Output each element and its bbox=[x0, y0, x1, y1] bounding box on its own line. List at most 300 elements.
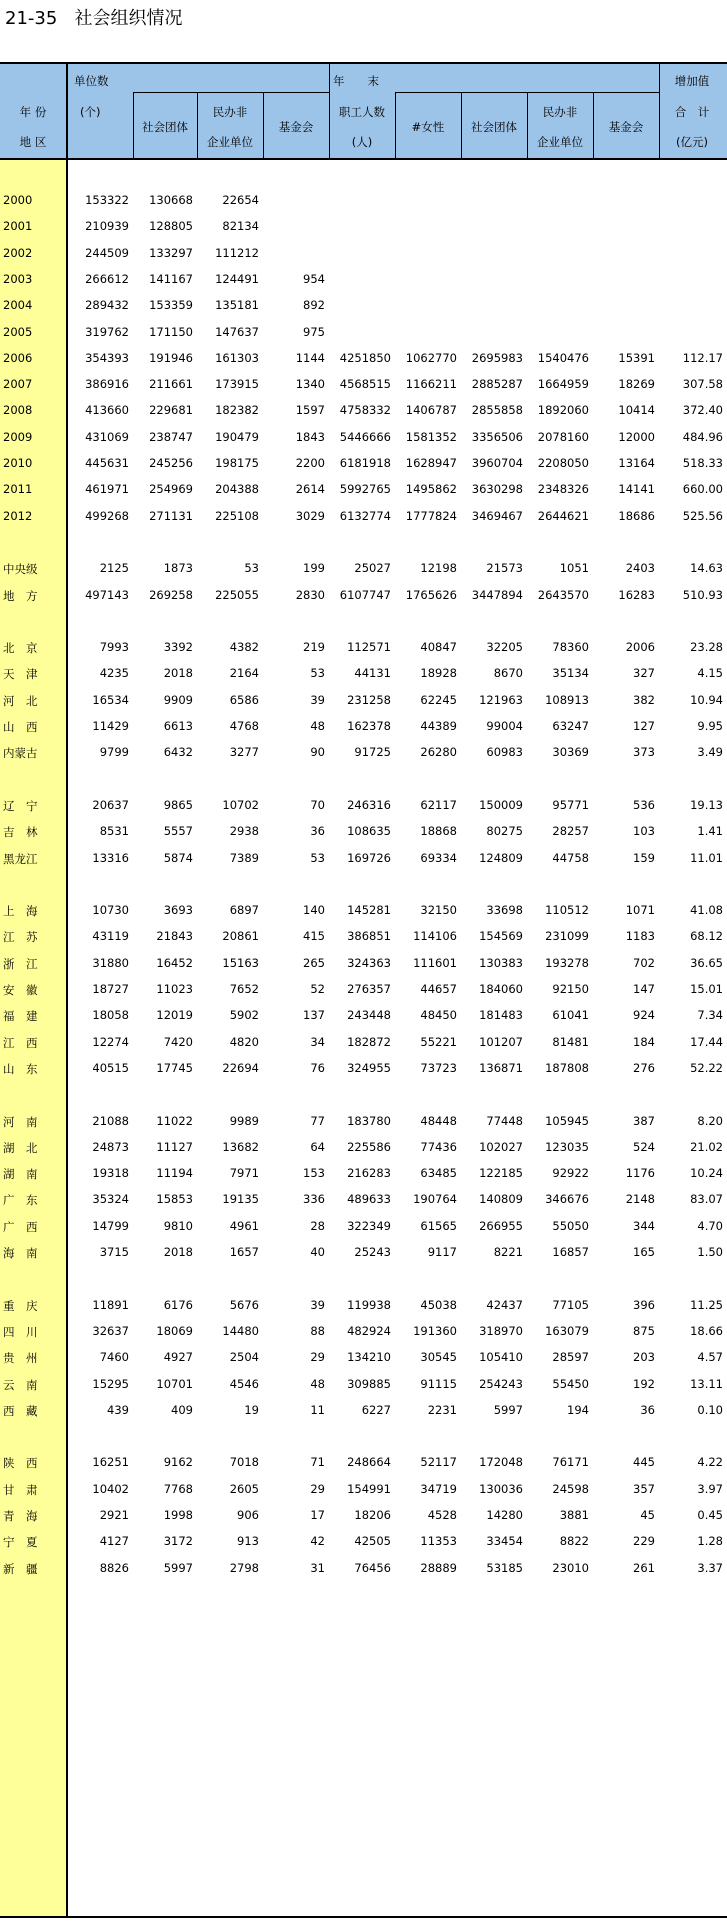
cell-staff: 322349 bbox=[347, 1218, 391, 1233]
row-label: 广 东 bbox=[3, 1193, 38, 1208]
cell-pne-staff: 95771 bbox=[552, 797, 589, 812]
header-staff-unit: (人) bbox=[351, 135, 373, 149]
row-label: 陕 西 bbox=[3, 1456, 38, 1471]
row-label: 2010 bbox=[3, 456, 33, 470]
cell-private-nonenterprise: 124491 bbox=[215, 271, 259, 286]
cell-female: 1062770 bbox=[405, 350, 457, 365]
cell-unit-count: 445631 bbox=[85, 456, 129, 470]
cell-social-groups: 254969 bbox=[149, 482, 193, 497]
cell-foundations: 28 bbox=[310, 1218, 325, 1233]
cell-female: 44657 bbox=[420, 982, 457, 996]
cell-pne-staff: 193278 bbox=[545, 955, 589, 970]
header-col-rule bbox=[527, 92, 528, 159]
cell-fdn-staff: 13164 bbox=[618, 456, 655, 470]
cell-social-groups: 5997 bbox=[163, 1560, 193, 1575]
cell-social-groups: 11022 bbox=[156, 1113, 193, 1128]
cell-private-nonenterprise: 173915 bbox=[215, 377, 259, 392]
cell-social-groups: 245256 bbox=[149, 456, 193, 470]
row-label: 云 南 bbox=[3, 1377, 38, 1392]
cell-social-groups: 211661 bbox=[149, 377, 193, 392]
cell-unit-count: 244509 bbox=[85, 245, 129, 260]
cell-sg-staff: 60983 bbox=[486, 745, 523, 760]
header-year-end: 年 末 bbox=[333, 74, 379, 88]
cell-foundations: 1340 bbox=[295, 377, 325, 392]
cell-staff: 145281 bbox=[347, 903, 391, 918]
cell-unit-count: 19318 bbox=[92, 1166, 129, 1181]
header-private-nonenterprise-2: 企业单位 bbox=[207, 135, 253, 149]
cell-staff: 324955 bbox=[347, 1060, 391, 1075]
cell-sg-staff: 99004 bbox=[486, 719, 523, 733]
cell-added-value: 112.17 bbox=[682, 350, 723, 365]
header-col-rule bbox=[263, 92, 264, 159]
cell-foundations: 975 bbox=[303, 324, 325, 339]
cell-pne-staff: 77105 bbox=[552, 1297, 589, 1312]
cell-unit-count: 10730 bbox=[92, 903, 129, 918]
cell-female: 1495862 bbox=[405, 482, 457, 497]
cell-added-value: 13.11 bbox=[690, 1376, 723, 1391]
cell-staff: 112571 bbox=[347, 640, 391, 655]
cell-private-nonenterprise: 161303 bbox=[215, 350, 259, 365]
cell-private-nonenterprise: 9989 bbox=[229, 1113, 259, 1128]
cell-private-nonenterprise: 4961 bbox=[229, 1218, 259, 1233]
cell-pne-staff: 123035 bbox=[545, 1139, 589, 1154]
cell-pne-staff: 2348326 bbox=[537, 482, 589, 497]
cell-staff: 4251850 bbox=[339, 350, 391, 365]
cell-sg-staff: 136871 bbox=[479, 1060, 523, 1075]
cell-pne-staff: 55450 bbox=[552, 1376, 589, 1391]
cell-foundations: 39 bbox=[310, 1297, 325, 1312]
cell-pne-staff: 105945 bbox=[545, 1113, 589, 1128]
cell-unit-count: 21088 bbox=[92, 1113, 129, 1128]
header-col-rule bbox=[197, 92, 198, 159]
cell-fdn-staff: 2006 bbox=[625, 640, 655, 655]
cell-sg-staff: 130036 bbox=[479, 1481, 523, 1496]
cell-female: 73723 bbox=[420, 1060, 457, 1075]
cell-added-value: 1.28 bbox=[697, 1534, 723, 1549]
cell-staff: 6107747 bbox=[339, 587, 391, 602]
cell-private-nonenterprise: 7018 bbox=[229, 1455, 259, 1470]
header-unit-count-unit: (个) bbox=[80, 105, 101, 119]
header-social-groups: 社会团体 bbox=[142, 120, 188, 134]
row-label: 2000 bbox=[3, 193, 33, 207]
cell-private-nonenterprise: 135181 bbox=[215, 298, 259, 313]
cell-sg-staff: 154569 bbox=[479, 929, 523, 944]
row-label: 吉 林 bbox=[3, 825, 38, 840]
cell-unit-count: 319762 bbox=[85, 324, 129, 339]
cell-private-nonenterprise: 13682 bbox=[222, 1139, 259, 1154]
cell-fdn-staff: 10414 bbox=[618, 403, 655, 418]
cell-unit-count: 354393 bbox=[85, 350, 129, 365]
cell-social-groups: 4927 bbox=[163, 1350, 193, 1365]
cell-private-nonenterprise: 4820 bbox=[229, 1034, 259, 1049]
cell-private-nonenterprise: 5902 bbox=[229, 1008, 259, 1023]
cell-social-groups: 6613 bbox=[163, 719, 193, 733]
cell-sg-staff: 3356506 bbox=[471, 429, 523, 444]
cell-staff: 5992765 bbox=[339, 482, 391, 497]
row-label: 浙 江 bbox=[3, 956, 38, 971]
cell-unit-count: 18727 bbox=[92, 982, 129, 996]
cell-staff: 276357 bbox=[347, 982, 391, 996]
cell-fdn-staff: 36 bbox=[640, 1402, 655, 1417]
cell-sg-staff: 181483 bbox=[479, 1008, 523, 1023]
cell-sg-staff: 105410 bbox=[479, 1350, 523, 1365]
cell-social-groups: 6432 bbox=[163, 745, 193, 760]
cell-staff: 243448 bbox=[347, 1008, 391, 1023]
cell-staff: 309885 bbox=[347, 1376, 391, 1391]
cell-sg-staff: 172048 bbox=[479, 1455, 523, 1470]
cell-private-nonenterprise: 5676 bbox=[229, 1297, 259, 1312]
cell-staff: 246316 bbox=[347, 797, 391, 812]
cell-female: 11353 bbox=[420, 1534, 457, 1549]
cell-foundations: 90 bbox=[310, 745, 325, 760]
cell-fdn-staff: 1176 bbox=[625, 1166, 655, 1181]
cell-pne-staff: 187808 bbox=[545, 1060, 589, 1075]
cell-social-groups: 1873 bbox=[163, 561, 193, 576]
cell-unit-count: 266612 bbox=[85, 271, 129, 286]
cell-staff: 108635 bbox=[347, 824, 391, 839]
cell-sg-staff: 121963 bbox=[479, 692, 523, 707]
cell-foundations: 52 bbox=[310, 982, 325, 996]
cell-foundations: 39 bbox=[310, 692, 325, 707]
header-col-rule bbox=[133, 92, 134, 159]
cell-staff: 119938 bbox=[347, 1297, 391, 1312]
cell-social-groups: 10701 bbox=[156, 1376, 193, 1391]
cell-pne-staff: 30369 bbox=[552, 745, 589, 760]
row-label: 2001 bbox=[3, 219, 33, 234]
cell-female: 1765626 bbox=[405, 587, 457, 602]
cell-staff: 76456 bbox=[354, 1560, 391, 1575]
cell-private-nonenterprise: 3277 bbox=[229, 745, 259, 760]
cell-pne-staff: 231099 bbox=[545, 929, 589, 944]
cell-foundations: 199 bbox=[303, 561, 325, 576]
cell-pne-staff: 1051 bbox=[559, 561, 589, 576]
cell-private-nonenterprise: 6897 bbox=[229, 903, 259, 918]
cell-private-nonenterprise: 4768 bbox=[229, 719, 259, 733]
row-label: 江 西 bbox=[3, 1035, 38, 1050]
cell-staff: 154991 bbox=[347, 1481, 391, 1496]
cell-added-value: 41.08 bbox=[690, 903, 723, 918]
cell-fdn-staff: 159 bbox=[633, 850, 655, 865]
cell-added-value: 1.41 bbox=[697, 824, 723, 839]
cell-added-value: 83.07 bbox=[690, 1192, 723, 1207]
cell-pne-staff: 1540476 bbox=[537, 350, 589, 365]
cell-social-groups: 11194 bbox=[156, 1166, 193, 1181]
cell-female: 77436 bbox=[420, 1139, 457, 1154]
header-unit-count: 单位数 bbox=[74, 74, 109, 88]
cell-fdn-staff: 875 bbox=[633, 1323, 655, 1338]
cell-female: 18868 bbox=[420, 824, 457, 839]
cell-female: 61565 bbox=[420, 1218, 457, 1233]
cell-unit-count: 16251 bbox=[92, 1455, 129, 1470]
header-bottom-rule bbox=[0, 158, 727, 160]
cell-added-value: 52.22 bbox=[690, 1060, 723, 1075]
row-label: 2007 bbox=[3, 377, 33, 392]
cell-foundations: 140 bbox=[303, 903, 325, 918]
header-col-rule bbox=[461, 92, 462, 159]
cell-fdn-staff: 165 bbox=[633, 1245, 655, 1259]
cell-social-groups: 17745 bbox=[156, 1060, 193, 1075]
cell-unit-count: 31880 bbox=[92, 955, 129, 970]
row-label: 安 徽 bbox=[3, 983, 38, 997]
cell-female: 32150 bbox=[420, 903, 457, 918]
page-title: 21-35 社会组织情况 bbox=[5, 8, 183, 29]
cell-unit-count: 4235 bbox=[99, 666, 129, 681]
cell-pne-staff: 3881 bbox=[559, 1508, 589, 1522]
cell-staff: 225586 bbox=[347, 1139, 391, 1154]
cell-foundations: 88 bbox=[310, 1323, 325, 1338]
cell-female: 30545 bbox=[420, 1350, 457, 1365]
row-label: 福 建 bbox=[3, 1009, 38, 1024]
cell-unit-count: 3715 bbox=[99, 1245, 129, 1259]
cell-private-nonenterprise: 198175 bbox=[215, 456, 259, 470]
cell-fdn-staff: 536 bbox=[633, 797, 655, 812]
cell-added-value: 307.58 bbox=[682, 377, 723, 392]
cell-social-groups: 11127 bbox=[156, 1139, 193, 1154]
cell-fdn-staff: 14141 bbox=[618, 482, 655, 497]
cell-social-groups: 16452 bbox=[156, 955, 193, 970]
cell-social-groups: 128805 bbox=[149, 219, 193, 234]
header-private-nonenterprise-1: 民办非 bbox=[212, 105, 248, 119]
cell-female: 28889 bbox=[420, 1560, 457, 1575]
cell-female: 69334 bbox=[420, 850, 457, 865]
cell-female: 1628947 bbox=[405, 456, 457, 470]
cell-female: 1581352 bbox=[405, 429, 457, 444]
cell-unit-count: 15295 bbox=[92, 1376, 129, 1391]
cell-sg-staff: 318970 bbox=[479, 1323, 523, 1338]
cell-pne-staff: 2208050 bbox=[537, 456, 589, 470]
cell-social-groups: 18069 bbox=[156, 1323, 193, 1338]
cell-female: 62245 bbox=[420, 692, 457, 707]
cell-female: 191360 bbox=[413, 1323, 457, 1338]
cell-fdn-staff: 1183 bbox=[625, 929, 655, 944]
row-label: 2005 bbox=[3, 324, 33, 339]
cell-sg-staff: 3630298 bbox=[471, 482, 523, 497]
cell-unit-count: 210939 bbox=[85, 219, 129, 234]
cell-private-nonenterprise: 111212 bbox=[215, 245, 259, 260]
header-private-nonenterprise-3: 民办非 bbox=[542, 105, 578, 119]
cell-sg-staff: 266955 bbox=[479, 1218, 523, 1233]
cell-female: 114106 bbox=[413, 929, 457, 944]
cell-foundations: 153 bbox=[303, 1166, 325, 1181]
row-label: 辽 宁 bbox=[3, 798, 38, 813]
cell-sg-staff: 2885287 bbox=[471, 377, 523, 392]
row-label: 地 方 bbox=[3, 588, 38, 603]
cell-added-value: 660.00 bbox=[682, 482, 723, 497]
cell-staff: 42505 bbox=[354, 1534, 391, 1549]
cell-added-value: 21.02 bbox=[690, 1139, 723, 1154]
cell-pne-staff: 28597 bbox=[552, 1350, 589, 1365]
cell-unit-count: 153322 bbox=[85, 193, 129, 207]
cell-foundations: 2200 bbox=[295, 456, 325, 470]
cell-unit-count: 14799 bbox=[92, 1218, 129, 1233]
cell-added-value: 3.49 bbox=[697, 745, 723, 760]
cell-pne-staff: 28257 bbox=[552, 824, 589, 839]
cell-staff: 231258 bbox=[347, 692, 391, 707]
cell-fdn-staff: 524 bbox=[633, 1139, 655, 1154]
cell-female: 18928 bbox=[420, 666, 457, 681]
cell-added-value: 14.63 bbox=[690, 561, 723, 576]
cell-fdn-staff: 924 bbox=[633, 1008, 655, 1023]
cell-foundations: 892 bbox=[303, 298, 325, 313]
cell-staff: 6132774 bbox=[339, 508, 391, 523]
cell-private-nonenterprise: 10702 bbox=[222, 797, 259, 812]
cell-sg-staff: 42437 bbox=[486, 1297, 523, 1312]
header-region: 地 区 bbox=[19, 135, 47, 149]
cell-foundations: 48 bbox=[310, 719, 325, 733]
row-label: 青 海 bbox=[3, 1509, 38, 1523]
cell-female: 9117 bbox=[427, 1245, 457, 1259]
cell-pne-staff: 76171 bbox=[552, 1455, 589, 1470]
cell-added-value: 0.10 bbox=[697, 1402, 723, 1417]
cell-unit-count: 461971 bbox=[85, 482, 129, 497]
cell-private-nonenterprise: 7971 bbox=[229, 1166, 259, 1181]
cell-fdn-staff: 229 bbox=[633, 1534, 655, 1549]
row-label: 重 庆 bbox=[3, 1298, 38, 1313]
cell-fdn-staff: 702 bbox=[633, 955, 655, 970]
row-label: 甘 肃 bbox=[3, 1482, 38, 1497]
cell-female: 1777824 bbox=[405, 508, 457, 523]
cell-staff: 18206 bbox=[354, 1508, 391, 1522]
cell-staff: 4568515 bbox=[339, 377, 391, 392]
cell-unit-count: 40515 bbox=[92, 1060, 129, 1075]
cell-unit-count: 7993 bbox=[99, 640, 129, 655]
cell-foundations: 53 bbox=[310, 666, 325, 681]
row-label: 山 东 bbox=[3, 1061, 38, 1076]
cell-private-nonenterprise: 6586 bbox=[229, 692, 259, 707]
cell-sg-staff: 8670 bbox=[493, 666, 523, 681]
cell-fdn-staff: 327 bbox=[633, 666, 655, 681]
cell-pne-staff: 194 bbox=[567, 1402, 589, 1417]
cell-social-groups: 1998 bbox=[163, 1508, 193, 1522]
cell-foundations: 1597 bbox=[295, 403, 325, 418]
cell-unit-count: 24873 bbox=[92, 1139, 129, 1154]
cell-staff: 162378 bbox=[347, 719, 391, 733]
cell-social-groups: 409 bbox=[171, 1402, 193, 1417]
cell-unit-count: 10402 bbox=[92, 1481, 129, 1496]
cell-fdn-staff: 192 bbox=[633, 1376, 655, 1391]
cell-social-groups: 5874 bbox=[163, 850, 193, 865]
header-col-rule bbox=[593, 92, 594, 159]
row-label: 北 京 bbox=[3, 641, 38, 656]
cell-pne-staff: 55050 bbox=[552, 1218, 589, 1233]
cell-added-value: 10.24 bbox=[690, 1166, 723, 1181]
cell-sg-staff: 53185 bbox=[486, 1560, 523, 1575]
cell-unit-count: 8826 bbox=[99, 1560, 129, 1575]
row-label: 湖 北 bbox=[3, 1140, 38, 1155]
row-label: 2009 bbox=[3, 429, 33, 444]
cell-unit-count: 11891 bbox=[92, 1297, 129, 1312]
cell-fdn-staff: 276 bbox=[633, 1060, 655, 1075]
cell-fdn-staff: 396 bbox=[633, 1297, 655, 1312]
header-added-value-unit: (亿元) bbox=[676, 135, 708, 149]
cell-sg-staff: 101207 bbox=[479, 1034, 523, 1049]
cell-added-value: 484.96 bbox=[682, 429, 723, 444]
cell-pne-staff: 163079 bbox=[545, 1323, 589, 1338]
cell-social-groups: 9909 bbox=[163, 692, 193, 707]
cell-foundations: 29 bbox=[310, 1481, 325, 1496]
cell-social-groups: 2018 bbox=[163, 1245, 193, 1259]
cell-sg-staff: 32205 bbox=[486, 640, 523, 655]
row-label: 中央级 bbox=[3, 562, 38, 577]
cell-foundations: 70 bbox=[310, 797, 325, 812]
cell-foundations: 76 bbox=[310, 1060, 325, 1075]
cell-female: 26280 bbox=[420, 745, 457, 760]
cell-social-groups: 133297 bbox=[149, 245, 193, 260]
cell-fdn-staff: 147 bbox=[633, 982, 655, 996]
cell-unit-count: 9799 bbox=[99, 745, 129, 760]
cell-unit-count: 32637 bbox=[92, 1323, 129, 1338]
cell-unit-count: 13316 bbox=[92, 850, 129, 865]
cell-added-value: 525.56 bbox=[682, 508, 723, 523]
table-top-rule bbox=[0, 62, 727, 64]
cell-staff: 248664 bbox=[347, 1455, 391, 1470]
cell-pne-staff: 92150 bbox=[552, 982, 589, 996]
cell-social-groups: 9162 bbox=[163, 1455, 193, 1470]
row-label: 河 北 bbox=[3, 693, 38, 708]
cell-unit-count: 497143 bbox=[85, 587, 129, 602]
cell-private-nonenterprise: 20861 bbox=[222, 929, 259, 944]
cell-social-groups: 238747 bbox=[149, 429, 193, 444]
row-label: 广 西 bbox=[3, 1219, 38, 1234]
cell-pne-staff: 108913 bbox=[545, 692, 589, 707]
cell-unit-count: 4127 bbox=[99, 1534, 129, 1549]
cell-added-value: 10.94 bbox=[690, 692, 723, 707]
cell-unit-count: 8531 bbox=[99, 824, 129, 839]
cell-social-groups: 3172 bbox=[163, 1534, 193, 1549]
row-label: 宁 夏 bbox=[3, 1535, 38, 1550]
cell-added-value: 11.01 bbox=[690, 850, 723, 865]
row-label: 海 南 bbox=[3, 1246, 38, 1260]
cell-sg-staff: 130383 bbox=[479, 955, 523, 970]
cell-social-groups: 7768 bbox=[163, 1481, 193, 1496]
cell-foundations: 219 bbox=[303, 640, 325, 655]
row-label: 天 津 bbox=[3, 667, 38, 682]
cell-added-value: 18.66 bbox=[690, 1323, 723, 1338]
cell-foundations: 48 bbox=[310, 1376, 325, 1391]
cell-added-value: 4.70 bbox=[697, 1218, 723, 1233]
cell-foundations: 29 bbox=[310, 1350, 325, 1365]
cell-social-groups: 269258 bbox=[149, 587, 193, 602]
cell-pne-staff: 1664959 bbox=[537, 377, 589, 392]
cell-added-value: 9.95 bbox=[697, 719, 723, 733]
cell-social-groups: 9865 bbox=[163, 797, 193, 812]
row-label: 2011 bbox=[3, 482, 33, 497]
cell-sg-staff: 5997 bbox=[493, 1402, 523, 1417]
cell-foundations: 71 bbox=[310, 1455, 325, 1470]
cell-private-nonenterprise: 2164 bbox=[229, 666, 259, 681]
cell-added-value: 11.25 bbox=[690, 1297, 723, 1312]
cell-social-groups: 141167 bbox=[149, 271, 193, 286]
header-col-rule bbox=[329, 62, 330, 159]
cell-foundations: 17 bbox=[310, 1508, 325, 1522]
header-foundations: 基金会 bbox=[278, 120, 314, 134]
cell-social-groups: 7420 bbox=[163, 1034, 193, 1049]
cell-unit-count: 439 bbox=[107, 1402, 129, 1417]
row-label: 2003 bbox=[3, 271, 33, 286]
cell-social-groups: 191946 bbox=[149, 350, 193, 365]
cell-sg-staff: 3960704 bbox=[471, 456, 523, 470]
cell-pne-staff: 81481 bbox=[552, 1034, 589, 1049]
cell-foundations: 2614 bbox=[295, 482, 325, 497]
cell-female: 52117 bbox=[420, 1455, 457, 1470]
cell-foundations: 42 bbox=[310, 1534, 325, 1549]
cell-unit-count: 413660 bbox=[85, 403, 129, 418]
cell-added-value: 17.44 bbox=[690, 1034, 723, 1049]
cell-social-groups: 11023 bbox=[156, 982, 193, 996]
cell-pne-staff: 2078160 bbox=[537, 429, 589, 444]
cell-staff: 5446666 bbox=[339, 429, 391, 444]
cell-foundations: 53 bbox=[310, 850, 325, 865]
